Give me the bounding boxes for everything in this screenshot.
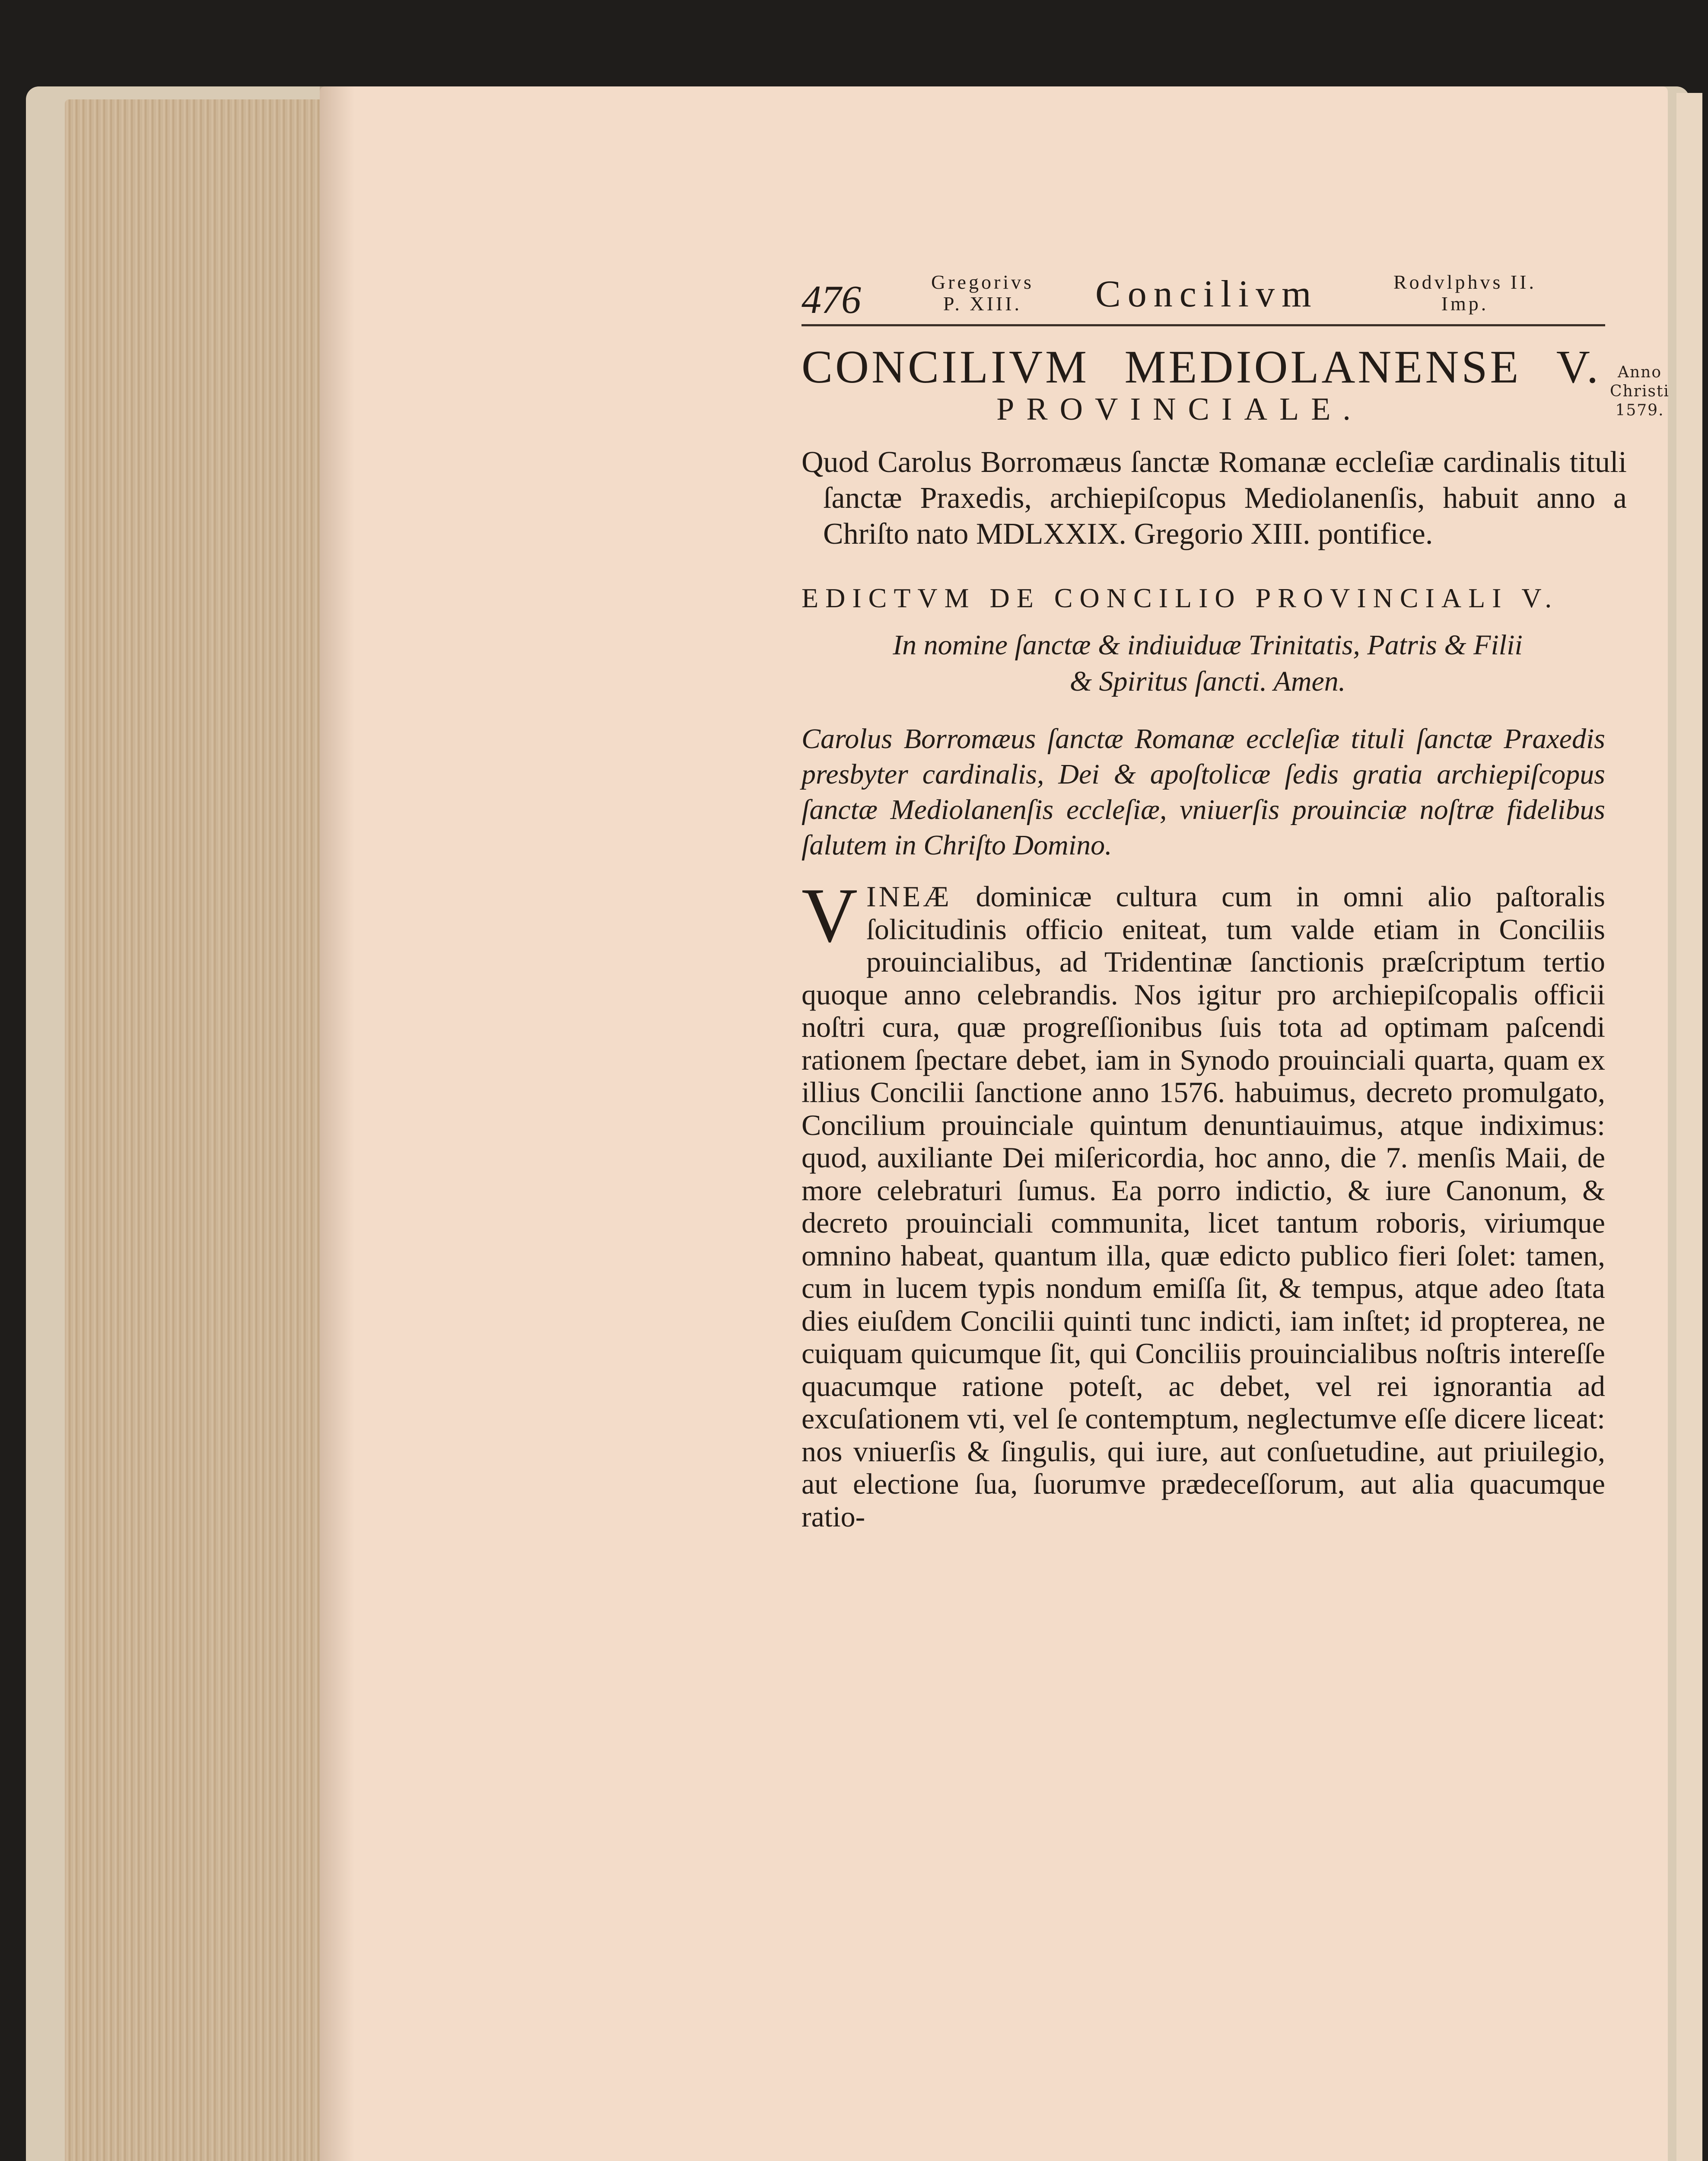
drop-cap: V [802, 872, 858, 958]
facing-page-edge [1676, 93, 1702, 2161]
header-right [1393, 271, 1536, 315]
header-right-line1: Rodvlphvs II. [1393, 271, 1536, 293]
invocation [802, 627, 1614, 700]
page-number: 476 [802, 277, 861, 322]
header-left [931, 271, 1034, 315]
invocation-line: In nomine ſanctæ & indiuiduæ Trinitatis, Patris & Filii [893, 629, 1523, 661]
invocation-line: & Spiritus ſancti. Amen. [1069, 666, 1346, 697]
title-word: MEDIOLANENSE [1124, 341, 1521, 393]
intro-paragraph: Quod Carolus Borromæus ſanctæ Romanæ eccleſiæ cardinalis tituli ſanctæ Praxedis, archiepiſcopus Mediolanenſis, habuit anno a Chriſto nato MDLXXIX. Gregorio XIII. pontifice. [802, 446, 1627, 551]
page-edges [65, 99, 324, 2161]
page-subtitle: PROVINCIALE. [996, 392, 1363, 427]
header-left-line2: P. XIII. [943, 293, 1022, 315]
body-paragraph [802, 872, 1605, 1533]
opening-word: INEÆ [866, 880, 952, 913]
address-paragraph: Carolus Borromæus ſanctæ Romanæ eccleſiæ tituli ſanctæ Praxedis presbyter cardinalis, Dei & apoſtolicæ ſedis gratia archiepiſcopus ſanctæ Mediolanenſis eccleſiæ, vniuerſis prouinciæ noſtræ fidelibus ſalutem in Chriſto Domino. [802, 723, 1605, 861]
margin-note-line: Anno [1617, 363, 1662, 381]
header-left-line1: Gregorivs [931, 271, 1034, 293]
page-content [802, 264, 1627, 1533]
title-word: V. [1556, 341, 1601, 393]
gutter-shadow [320, 86, 354, 2161]
margin-note-line: 1579. [1615, 402, 1664, 419]
body-text: dominicæ cultura cum in omni alio paſtoralis ſolicitudinis officio eniteat, tum valde etiam in Conciliis prouincialibus, ad Tridentinæ ſanctionis præſcriptum tertio quoque anno celebrandis. Nos igitur pro archiepiſcopalis officii noſtri cura, quæ progreſſionibus ſuis tota ad optimam paſcendi rationem ſpectare debet, iam in Synodo prouinciali quarta, quam ex illius Concilii ſanctione anno 1576. habuimus, decreto promulgato, Concilium prouinciale quintum denuntiauimus, atque indiximus: quod, auxiliante Dei miſericordia, hoc anno, die 7. menſis Maii, de more celebraturi ſumus. Ea porro indictio, & iure Canonum, & decreto prouinciali communita, licet tantum roboris, viriumque omnino habeat, quantum illa, quæ edicto publico fieri ſolet: tamen, cum in lucem typis nondum emiſſa ſit, & tempus, atque adeo ſtata dies eiuſdem Concilii quinti tunc indicti, iam inſtet; id propterea, ne cuiquam quicumque ſit, qui Conciliis prouincialibus noſtris intereſſe quacumque ratione poteſt, ac debet, vel rei ignorantia ad excuſationem vti, vel ſe contemptum, neglectumve eſſe dicere liceat: nos vniuerſis & ſingulis, qui iure, aut conſuetudine, aut priuilegio, aut electione ſua, ſuorumve prædeceſſorum, aut alia quacumque ratio- [802, 880, 1605, 1533]
title-word: CONCILIVM [802, 341, 1089, 393]
margin-note-line: Christi [1610, 382, 1670, 400]
margin-note [1609, 363, 1670, 420]
header-center: Concilivm [1095, 273, 1318, 315]
page-title [802, 341, 1601, 393]
section-heading: EDICTVM DE CONCILIO PROVINCIALI V. [802, 583, 1559, 613]
running-header [802, 264, 1609, 324]
header-rule [802, 324, 1605, 326]
header-right-line2: Imp. [1441, 293, 1489, 315]
